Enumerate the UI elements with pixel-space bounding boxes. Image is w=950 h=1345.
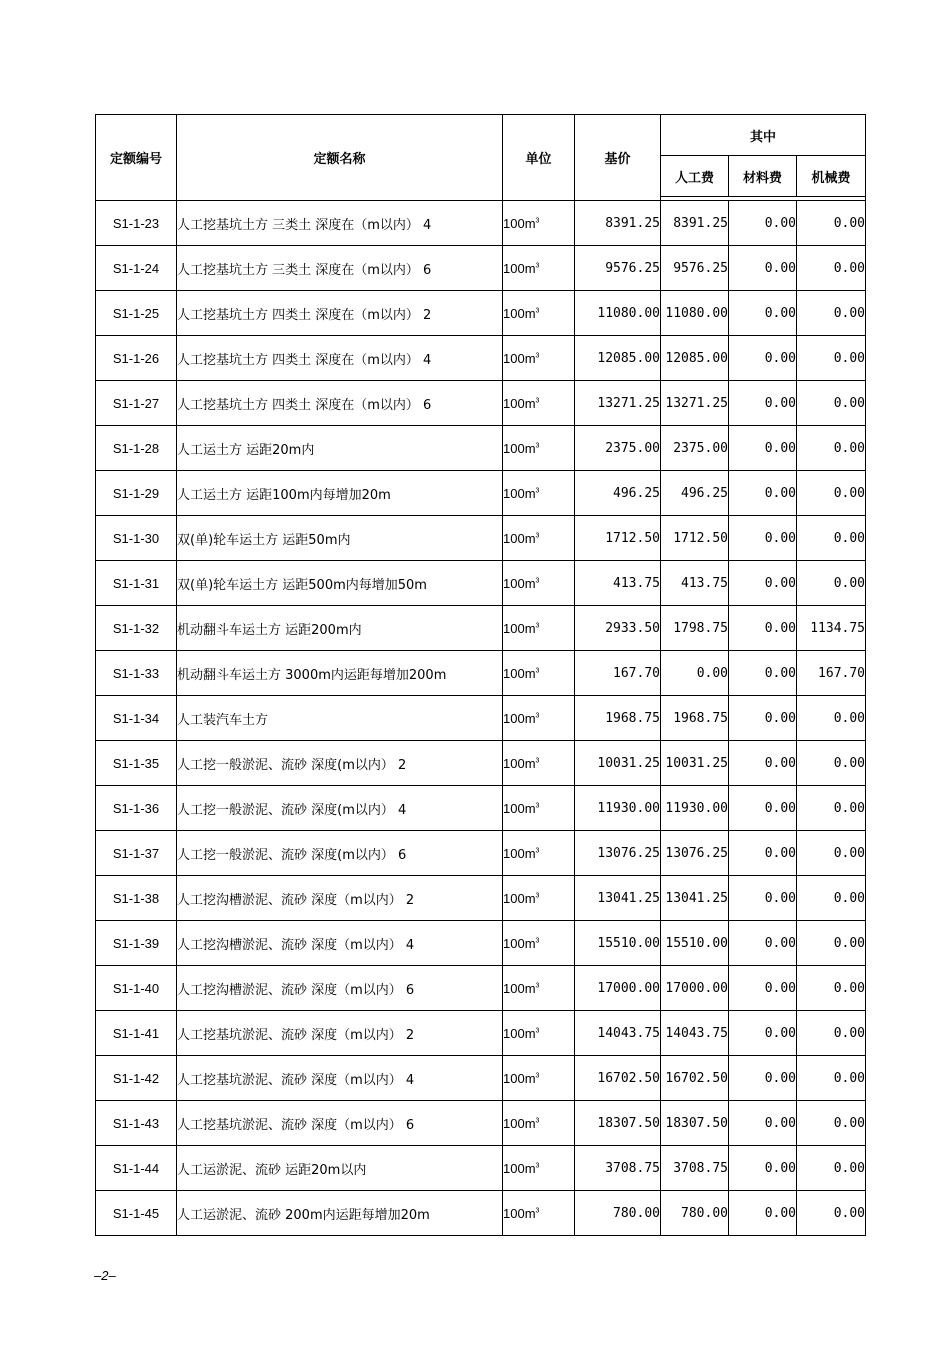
row-code: S1-1-35 [96,741,177,786]
table-row [96,201,866,246]
row-unit [503,471,575,516]
row-base-price: 17000.00 [575,966,661,1011]
row-labor: 3708.75 [661,1146,729,1191]
unit-superscript: 3 [535,712,540,720]
row-material: 0.00 [729,336,797,381]
row-material: 0.00 [729,696,797,741]
row-machine: 0.00 [797,966,866,1011]
unit-text: 100m [503,1205,536,1221]
unit-superscript: 3 [535,217,540,225]
row-name: 双(单)轮车运土方 运距50m内 [177,516,503,561]
unit-text: 100m [503,665,536,681]
row-name: 人工运土方 运距100m内每增加20m [177,471,503,516]
unit-text: 100m [503,710,536,726]
table-row [96,966,866,1011]
unit-text: 100m [503,260,536,276]
row-code: S1-1-27 [96,381,177,426]
row-unit [503,696,575,741]
row-machine: 0.00 [797,786,866,831]
row-code: S1-1-28 [96,426,177,471]
unit-text: 100m [503,845,536,861]
header-labor: 人工费 [661,156,729,197]
unit-text: 100m [503,575,536,591]
header-code: 定额编号 [96,115,177,201]
row-code: S1-1-42 [96,1056,177,1101]
row-unit [503,741,575,786]
row-machine: 0.00 [797,1146,866,1191]
table-row [96,381,866,426]
row-machine: 0.00 [797,471,866,516]
row-labor: 11080.00 [661,291,729,336]
unit-text: 100m [503,1025,536,1041]
row-code: S1-1-41 [96,1011,177,1056]
unit-superscript: 3 [535,937,540,945]
row-code: S1-1-24 [96,246,177,291]
row-labor: 2375.00 [661,426,729,471]
row-code: S1-1-33 [96,651,177,696]
row-base-price: 15510.00 [575,921,661,966]
row-base-price: 18307.50 [575,1101,661,1146]
header-base-price: 基价 [575,115,661,201]
unit-superscript: 3 [535,532,540,540]
unit-text: 100m [503,440,536,456]
row-code: S1-1-25 [96,291,177,336]
unit-superscript: 3 [535,1162,540,1170]
row-name: 人工挖沟槽淤泥、流砂 深度（m以内） 6 [177,966,503,1011]
row-material: 0.00 [729,741,797,786]
row-code: S1-1-36 [96,786,177,831]
row-name: 人工挖沟槽淤泥、流砂 深度（m以内） 2 [177,876,503,921]
row-machine: 0.00 [797,831,866,876]
table-row [96,1191,866,1236]
row-material: 0.00 [729,651,797,696]
row-unit [503,921,575,966]
row-base-price: 3708.75 [575,1146,661,1191]
row-material: 0.00 [729,1146,797,1191]
row-labor: 15510.00 [661,921,729,966]
row-code: S1-1-23 [96,201,177,246]
header-including: 其中 [661,115,866,156]
row-name: 人工挖基坑土方 三类土 深度在（m以内） 6 [177,246,503,291]
row-machine: 0.00 [797,1191,866,1236]
row-name: 人工装汽车土方 [177,696,503,741]
unit-superscript: 3 [535,442,540,450]
row-labor: 413.75 [661,561,729,606]
row-material: 0.00 [729,1191,797,1236]
unit-text: 100m [503,1160,536,1176]
unit-superscript: 3 [535,1207,540,1215]
row-labor: 1712.50 [661,516,729,561]
row-unit [503,1056,575,1101]
row-material: 0.00 [729,426,797,471]
unit-text: 100m [503,890,536,906]
header-unit: 单位 [503,115,575,201]
unit-superscript: 3 [535,1027,540,1035]
row-labor: 18307.50 [661,1101,729,1146]
unit-superscript: 3 [535,307,540,315]
table-row [96,516,866,561]
row-code: S1-1-32 [96,606,177,651]
unit-text: 100m [503,530,536,546]
table-row [96,921,866,966]
table-row [96,696,866,741]
table-row [96,831,866,876]
row-machine: 0.00 [797,426,866,471]
row-labor: 14043.75 [661,1011,729,1056]
row-base-price: 14043.75 [575,1011,661,1056]
row-labor: 17000.00 [661,966,729,1011]
row-labor: 10031.25 [661,741,729,786]
row-name: 人工挖基坑土方 四类土 深度在（m以内） 4 [177,336,503,381]
row-material: 0.00 [729,1101,797,1146]
row-material: 0.00 [729,1011,797,1056]
row-unit [503,1011,575,1056]
row-unit [503,966,575,1011]
row-base-price: 13076.25 [575,831,661,876]
row-machine: 0.00 [797,516,866,561]
row-material: 0.00 [729,516,797,561]
row-code: S1-1-30 [96,516,177,561]
unit-text: 100m [503,350,536,366]
row-unit [503,1191,575,1236]
row-name: 人工挖基坑淤泥、流砂 深度（m以内） 6 [177,1101,503,1146]
row-material: 0.00 [729,246,797,291]
row-code: S1-1-44 [96,1146,177,1191]
row-labor: 0.00 [661,651,729,696]
row-code: S1-1-43 [96,1101,177,1146]
row-unit [503,381,575,426]
header-material: 材料费 [729,156,797,197]
row-material: 0.00 [729,966,797,1011]
table-row [96,291,866,336]
row-labor: 780.00 [661,1191,729,1236]
row-machine: 0.00 [797,561,866,606]
table-row [96,876,866,921]
row-code: S1-1-31 [96,561,177,606]
row-name: 人工挖一般淤泥、流砂 深度(m以内） 4 [177,786,503,831]
page-number: –2– [94,1268,116,1283]
unit-superscript: 3 [535,802,540,810]
row-name: 人工运淤泥、流砂 200m内运距每增加20m [177,1191,503,1236]
unit-text: 100m [503,305,536,321]
row-base-price: 13041.25 [575,876,661,921]
unit-text: 100m [503,980,536,996]
row-base-price: 1968.75 [575,696,661,741]
row-labor: 12085.00 [661,336,729,381]
row-code: S1-1-37 [96,831,177,876]
row-unit [503,831,575,876]
row-machine: 0.00 [797,381,866,426]
row-material: 0.00 [729,291,797,336]
unit-superscript: 3 [535,1072,540,1080]
quota-table [95,114,866,1236]
row-code: S1-1-29 [96,471,177,516]
row-labor: 496.25 [661,471,729,516]
row-labor: 13041.25 [661,876,729,921]
row-name: 人工挖基坑土方 三类土 深度在（m以内） 4 [177,201,503,246]
row-labor: 13076.25 [661,831,729,876]
unit-superscript: 3 [535,352,540,360]
row-machine: 1134.75 [797,606,866,651]
row-labor: 13271.25 [661,381,729,426]
quota-rows [96,201,866,1236]
unit-superscript: 3 [535,757,540,765]
row-machine: 0.00 [797,921,866,966]
table-row [96,336,866,381]
unit-text: 100m [503,935,536,951]
row-labor: 11930.00 [661,786,729,831]
row-name: 双(单)轮车运土方 运距500m内每增加50m [177,561,503,606]
row-unit [503,651,575,696]
row-base-price: 13271.25 [575,381,661,426]
row-machine: 0.00 [797,246,866,291]
row-name: 机动翻斗车运土方 运距200m内 [177,606,503,651]
row-labor: 1968.75 [661,696,729,741]
table-row [96,246,866,291]
row-material: 0.00 [729,201,797,246]
row-material: 0.00 [729,606,797,651]
row-unit [503,876,575,921]
row-material: 0.00 [729,1056,797,1101]
unit-superscript: 3 [535,982,540,990]
row-name: 人工挖基坑淤泥、流砂 深度（m以内） 4 [177,1056,503,1101]
row-machine: 0.00 [797,741,866,786]
row-material: 0.00 [729,921,797,966]
unit-superscript: 3 [535,892,540,900]
row-unit [503,201,575,246]
header-machine: 机械费 [797,156,866,197]
row-machine: 0.00 [797,1011,866,1056]
row-name: 人工挖一般淤泥、流砂 深度(m以内） 2 [177,741,503,786]
row-base-price: 167.70 [575,651,661,696]
row-unit [503,291,575,336]
row-unit [503,336,575,381]
unit-text: 100m [503,395,536,411]
row-material: 0.00 [729,561,797,606]
unit-superscript: 3 [535,577,540,585]
row-unit [503,561,575,606]
table-row [96,606,866,651]
row-name: 人工挖一般淤泥、流砂 深度(m以内） 6 [177,831,503,876]
row-base-price: 2933.50 [575,606,661,651]
table-row [96,1146,866,1191]
unit-superscript: 3 [535,622,540,630]
row-machine: 0.00 [797,291,866,336]
row-name: 人工运淤泥、流砂 运距20m以内 [177,1146,503,1191]
row-code: S1-1-34 [96,696,177,741]
row-unit [503,426,575,471]
unit-superscript: 3 [535,397,540,405]
row-code: S1-1-38 [96,876,177,921]
unit-text: 100m [503,620,536,636]
row-machine: 0.00 [797,336,866,381]
table-row [96,561,866,606]
row-unit [503,1101,575,1146]
row-material: 0.00 [729,381,797,426]
row-base-price: 11080.00 [575,291,661,336]
row-name: 人工挖沟槽淤泥、流砂 深度（m以内） 4 [177,921,503,966]
row-name: 人工挖基坑土方 四类土 深度在（m以内） 2 [177,291,503,336]
row-material: 0.00 [729,831,797,876]
row-unit [503,246,575,291]
row-labor: 8391.25 [661,201,729,246]
unit-superscript: 3 [535,847,540,855]
row-code: S1-1-26 [96,336,177,381]
unit-text: 100m [503,485,536,501]
row-labor: 9576.25 [661,246,729,291]
unit-text: 100m [503,215,536,231]
unit-superscript: 3 [535,262,540,270]
table-row [96,426,866,471]
row-machine: 0.00 [797,876,866,921]
unit-text: 100m [503,1115,536,1131]
row-base-price: 2375.00 [575,426,661,471]
row-name: 人工运土方 运距20m内 [177,426,503,471]
header-name: 定额名称 [177,115,503,201]
unit-text: 100m [503,1070,536,1086]
row-name: 人工挖基坑淤泥、流砂 深度（m以内） 2 [177,1011,503,1056]
row-labor: 1798.75 [661,606,729,651]
row-code: S1-1-39 [96,921,177,966]
unit-text: 100m [503,755,536,771]
table-row [96,786,866,831]
row-machine: 0.00 [797,1101,866,1146]
unit-text: 100m [503,800,536,816]
row-unit [503,516,575,561]
table-row [96,741,866,786]
table-row [96,1101,866,1146]
row-labor: 16702.50 [661,1056,729,1101]
row-base-price: 1712.50 [575,516,661,561]
row-base-price: 12085.00 [575,336,661,381]
row-name: 机动翻斗车运土方 3000m内运距每增加200m [177,651,503,696]
row-material: 0.00 [729,876,797,921]
row-machine: 0.00 [797,201,866,246]
table-row [96,651,866,696]
row-base-price: 496.25 [575,471,661,516]
row-machine: 0.00 [797,696,866,741]
row-base-price: 9576.25 [575,246,661,291]
row-unit [503,786,575,831]
row-code: S1-1-40 [96,966,177,1011]
row-unit [503,606,575,651]
row-machine: 167.70 [797,651,866,696]
row-base-price: 413.75 [575,561,661,606]
row-material: 0.00 [729,786,797,831]
table-row [96,1011,866,1056]
row-name: 人工挖基坑土方 四类土 深度在（m以内） 6 [177,381,503,426]
row-base-price: 780.00 [575,1191,661,1236]
unit-superscript: 3 [535,487,540,495]
row-material: 0.00 [729,471,797,516]
row-base-price: 16702.50 [575,1056,661,1101]
row-unit [503,1146,575,1191]
row-code: S1-1-45 [96,1191,177,1236]
unit-superscript: 3 [535,667,540,675]
row-machine: 0.00 [797,1056,866,1101]
row-base-price: 8391.25 [575,201,661,246]
table-row [96,471,866,516]
row-base-price: 11930.00 [575,786,661,831]
table-row [96,1056,866,1101]
unit-superscript: 3 [535,1117,540,1125]
row-base-price: 10031.25 [575,741,661,786]
